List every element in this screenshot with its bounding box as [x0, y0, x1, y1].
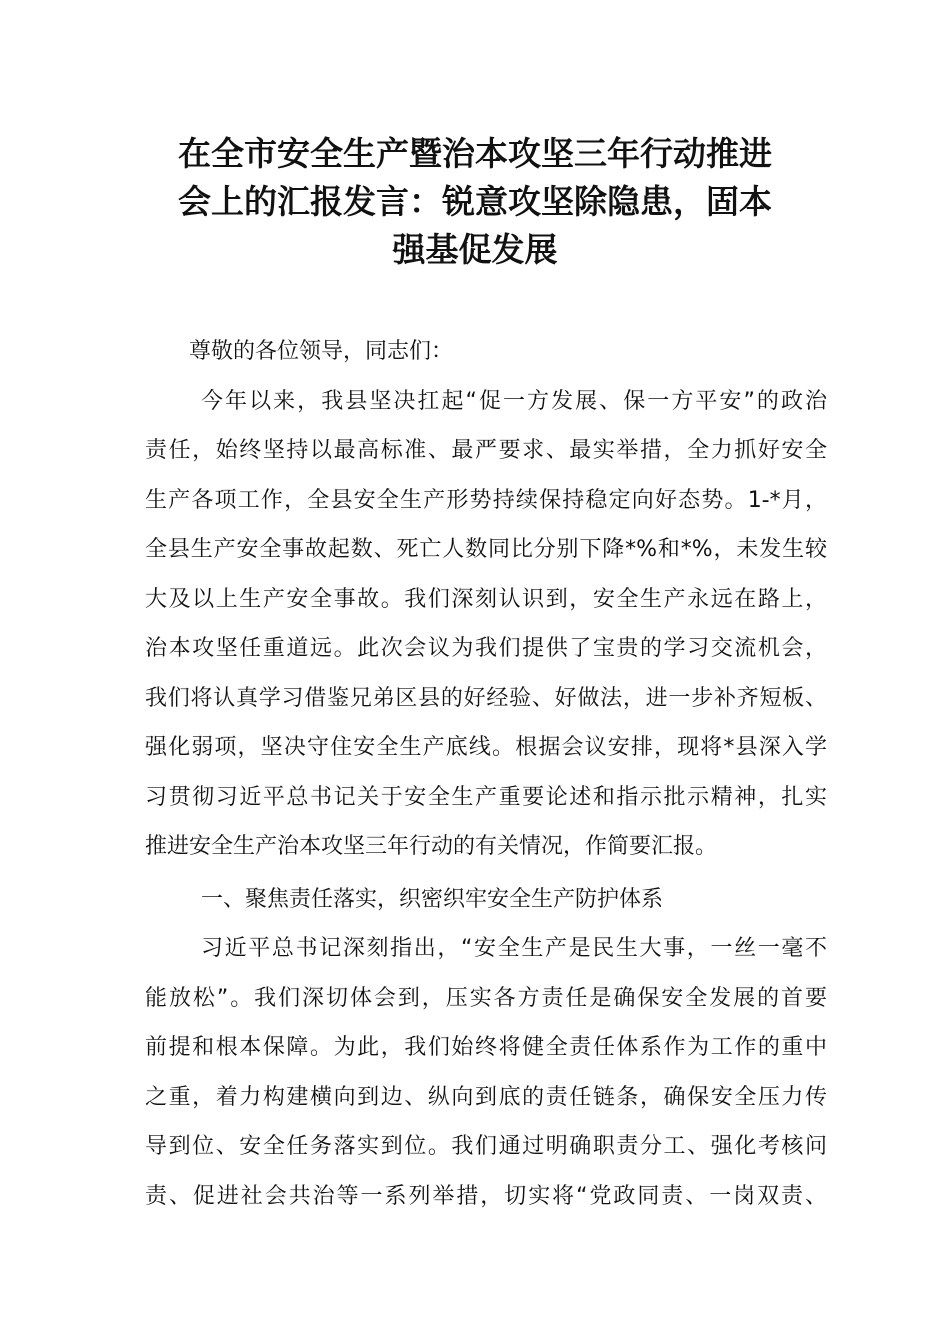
paragraph-intro: [145, 377, 827, 872]
document-body: [145, 327, 827, 1221]
title-line: 在全市安全生产暨治本攻坚三年行动推进: [178, 134, 772, 173]
title-line: 会上的汇报发言：锐意攻坚除隐患，固本: [178, 182, 772, 221]
salutation: 尊敬的各位领导，同志们：: [189, 339, 454, 364]
text-line: 习贯彻习近平总书记关于安全生产重要论述和指示批示精神，扎实: [145, 784, 827, 810]
paragraph-section-1: [145, 924, 827, 1221]
text-line: 推进安全生产治本攻坚三年行动的有关情况，作简要汇报。: [145, 834, 718, 859]
text-line: 能放松”。我们深切体会到，压实各方责任是确保安全发展的首要: [145, 985, 827, 1011]
text-line: 治本攻坚任重道远。此次会议为我们提供了宝贵的学习交流机会，: [145, 636, 827, 661]
text-line: 全县生产安全事故起数、死亡人数同比分别下降*%和*%，未发生较: [145, 537, 827, 562]
text-line: 前提和根本保障。为此，我们始终将健全责任体系作为工作的重中: [145, 1035, 827, 1060]
text-line: 责任，始终坚持以最高标准、最严要求、最实举措，全力抓好安全: [145, 438, 827, 463]
title-line: 强基促发展: [392, 230, 558, 269]
text-line: 今年以来，我县坚决扛起“促一方发展、保一方平安”的政治: [201, 388, 827, 414]
text-line: 导到位、安全任务落实到位。我们通过明确职责分工、强化考核问: [145, 1134, 827, 1159]
text-line: 强化弱项，坚决守住安全生产底线。根据会议安排，现将*县深入学: [145, 735, 827, 760]
text-line: 大及以上生产安全事故。我们深刻认识到，安全生产永远在路上，: [145, 586, 827, 612]
text-line: 责、促进社会共治等一系列举措，切实将“党政同责、一岗双责、: [145, 1183, 827, 1209]
text-line: 我们将认真学习借鉴兄弟区县的好经验、好做法，进一步补齐短板、: [145, 685, 827, 711]
document-title: [120, 130, 830, 274]
text-line: 习近平总书记深刻指出，“安全生产是民生大事，一丝一毫不: [201, 936, 827, 961]
section-heading: 一、聚焦责任落实，织密织牢安全生产防护体系: [201, 886, 664, 912]
text-line: 生产各项工作，全县安全生产形势持续保持稳定向好态势。1-*月，: [145, 487, 827, 513]
text-line: 之重，着力构建横向到边、纵向到底的责任链条，确保安全压力传: [145, 1084, 827, 1110]
